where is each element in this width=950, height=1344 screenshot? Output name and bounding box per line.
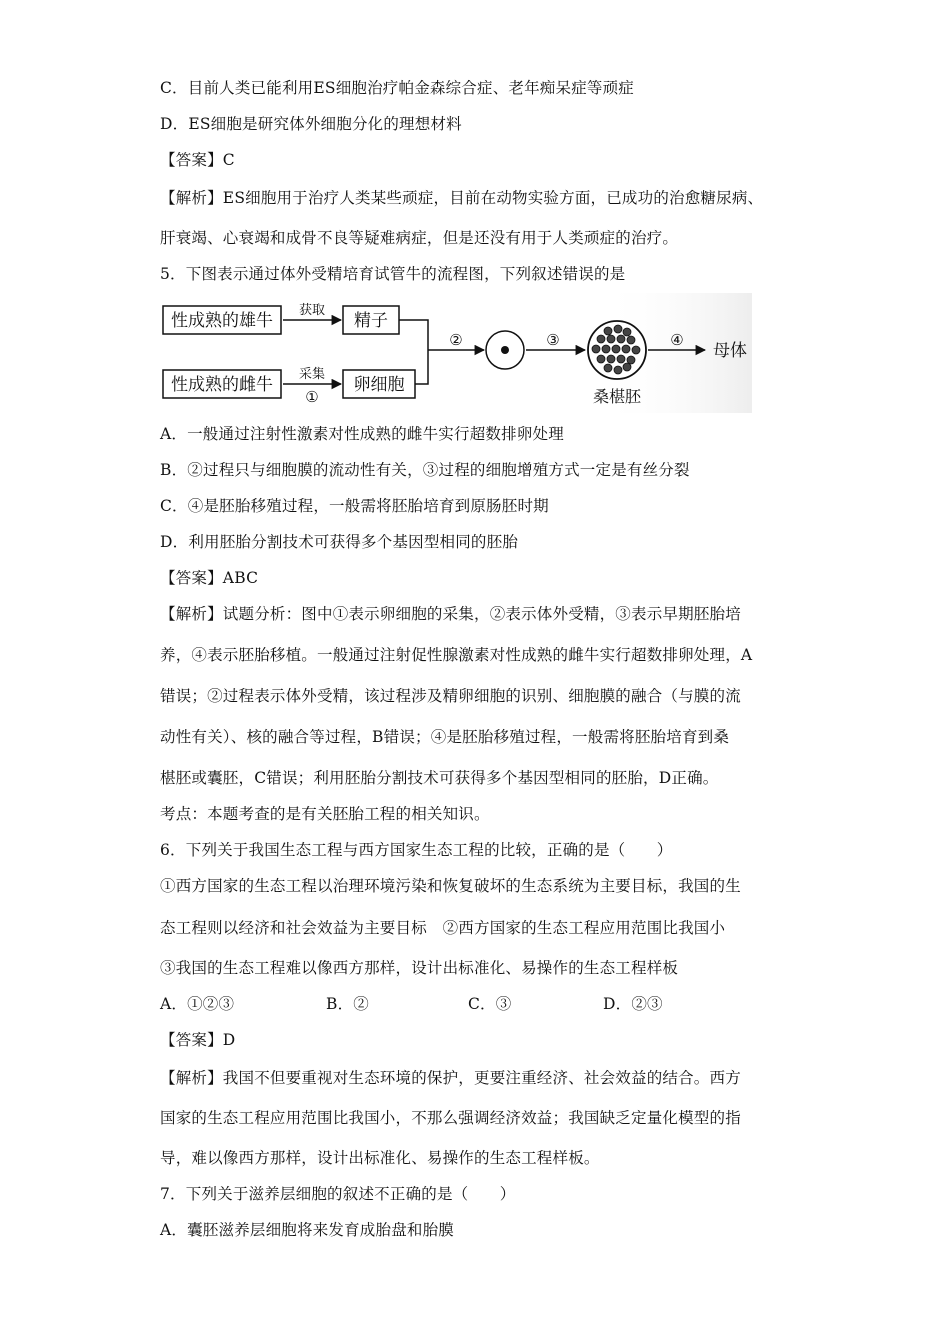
analysis-text: 【解析】我国不但要重视对生态环境的保护，更要注重经济、社会效益的结合。西方	[160, 1069, 741, 1087]
analysis-text: 国家的生态工程应用范围比我国小，不那么强调经济效益；我国缺乏定量化模型的指	[160, 1109, 741, 1127]
statement-text: ①西方国家的生态工程以治理环境污染和恢复破坏的生态系统为主要目标，我国的生	[160, 877, 741, 895]
statement-text: 态工程则以经济和社会效益为主要目标 ②西方国家的生态工程应用范围比我国小	[160, 919, 726, 937]
step-2-label: ②	[449, 331, 463, 349]
option-c: C．④是胚胎移殖过程，一般需将胚胎培育到原肠胚时期	[160, 497, 549, 515]
question-6-stem: 6．下列关于我国生态工程与西方国家生态工程的比较，正确的是（ ）	[160, 841, 673, 859]
obtain-label: 获取	[298, 303, 326, 318]
ivf-flow-diagram	[160, 293, 752, 413]
key-point-text: 考点：本题考查的是有关胚胎工程的相关知识。	[160, 805, 490, 823]
q6-option-a: A．①②③	[160, 995, 235, 1013]
analysis-text: 椹胚或囊胚，C错误；利用胚胎分割技术可获得多个基因型相同的胚胎，D正确。	[160, 769, 719, 787]
step-3-label: ③	[546, 331, 560, 349]
analysis-text: 【解析】试题分析：图中①表示卵细胞的采集，②表示体外受精，③表示早期胚胎培	[160, 605, 741, 623]
q6-option-d: D．②③	[603, 995, 663, 1013]
analysis-text: 导，难以像西方那样，设计出标准化、易操作的生态工程样板。	[160, 1149, 600, 1167]
question-text-1: C．目前人类已能利用ES细胞治疗帕金森综合症、老年痴呆症等顽症	[160, 79, 634, 97]
option-d: D．利用胚胎分割技术可获得多个基因型相同的胚胎	[160, 533, 519, 551]
egg-label: 卵细胞	[353, 375, 405, 395]
analysis-text: 【解析】ES细胞用于治疗人类某些顽症，目前在动物实验方面，已成功的治愈糖尿病、	[160, 189, 764, 207]
analysis-text: 养，④表示胚胎移植。一般通过注射促性腺激素对性成熟的雌牛实行超数排卵处理，A	[160, 646, 753, 664]
question-5-stem: 5．下图表示通过体外受精培育试管牛的流程图，下列叙述错误的是	[160, 265, 626, 283]
question-7-stem: 7．下列关于滋养层细胞的叙述不正确的是（ ）	[160, 1185, 516, 1203]
q6-option-b: B．②	[326, 995, 369, 1013]
step-4-label: ④	[670, 331, 684, 349]
mother-label: 母体	[713, 341, 747, 361]
step-1-label: ①	[305, 388, 319, 406]
option-a: A．囊胚滋养层细胞将来发育成胎盘和胎膜	[160, 1221, 454, 1239]
female-bull-label: 性成熟的雌牛	[171, 375, 273, 395]
statement-text: ③我国的生态工程难以像西方那样，设计出标准化、易操作的生态工程样板	[160, 959, 679, 977]
male-bull-label: 性成熟的雄牛	[171, 311, 273, 331]
morula-icon	[588, 321, 646, 379]
answer-label: 【答案】C	[160, 151, 235, 169]
morula-label: 桑椹胚	[592, 387, 642, 406]
sperm-label: 精子	[354, 311, 388, 331]
analysis-text: 肝衰竭、心衰竭和成骨不良等疑难病症，但是还没有用于人类顽症的治疗。	[160, 229, 679, 247]
question-text-2: D．ES细胞是研究体外细胞分化的理想材料	[160, 115, 462, 133]
answer-label: 【答案】D	[160, 1031, 236, 1049]
answer-label: 【答案】ABC	[160, 569, 259, 587]
analysis-text: 动性有关）、核的融合等过程，B错误；④是胚胎移殖过程，一般需将胚胎培育到桑	[160, 728, 730, 746]
option-a: A．一般通过注射性激素对性成熟的雌牛实行超数排卵处理	[160, 425, 564, 443]
collect-label: 采集	[298, 367, 326, 382]
q6-options-row	[160, 994, 680, 1014]
analysis-text: 错误；②过程表示体外受精，该过程涉及精卵细胞的识别、细胞膜的融合（与膜的流	[160, 687, 741, 705]
q6-option-c: C．③	[468, 995, 512, 1013]
option-b: B．②过程只与细胞膜的流动性有关，③过程的细胞增殖方式一定是有丝分裂	[160, 461, 690, 479]
